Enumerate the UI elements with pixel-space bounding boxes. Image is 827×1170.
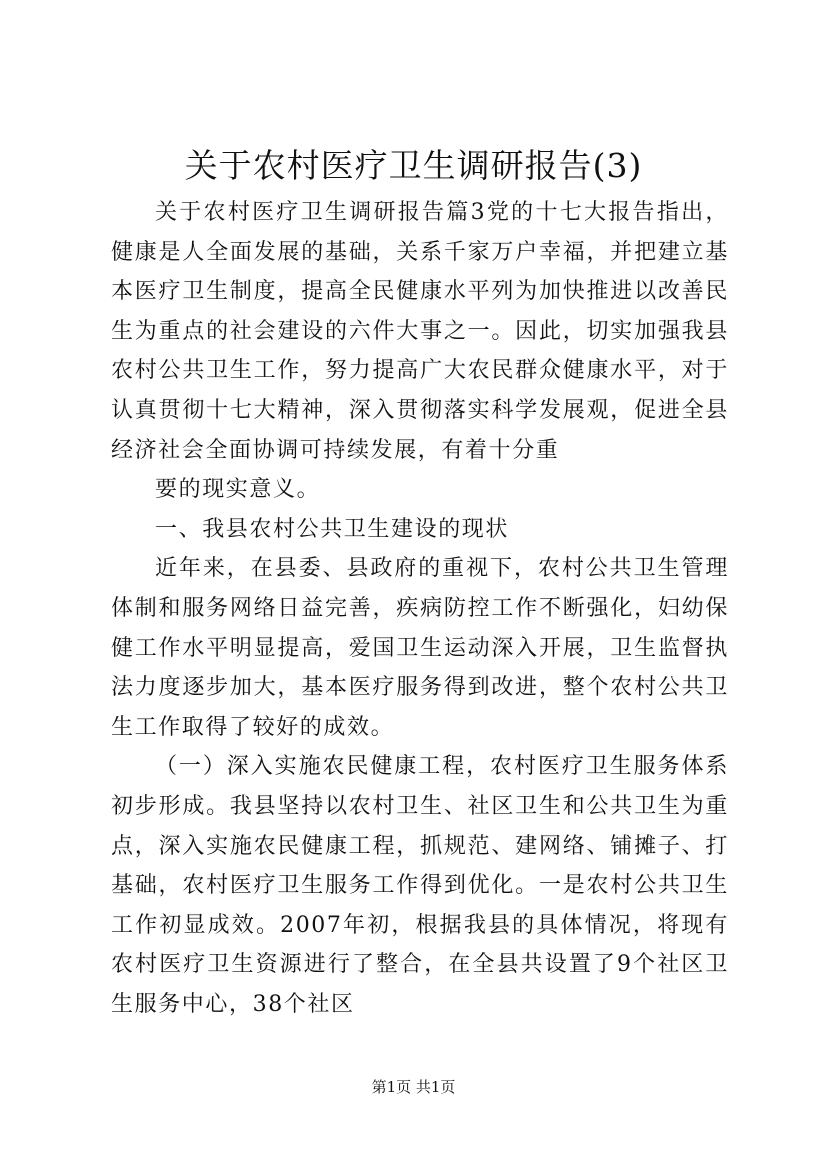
paragraph-health-project: （一）深入实施农民健康工程，农村医疗卫生服务体系初步形成。我县坚持以农村卫生、社区卫生和公共卫生为重点，深入实施农民健康工程，抓规范、建网络、铺摊子、打基础，农村医疗卫生服务工作得到优化。一是农村公共卫生工作初显成效。2007年初，根据我县的具体情况，将现有农村医疗卫生资源进行了整合，在全县共设置了9个社区卫生服务中心，38个社区 [111,754,729,1017]
section-heading: 一、我县农村公共卫生建设的现状 [155,516,510,542]
paragraph-status: 近年来，在县委、县政府的重视下，农村公共卫生管理体制和服务网络日益完善，疾病防控工作不断强化，妇幼保健工作水平明显提高，爱国卫生运动深入开展，卫生监督执法力度逐步加大，基本医疗服务得到改进，整个农村公共卫生工作取得了较好的成效。 [111,556,729,740]
document-title: 关于农村医疗卫生调研报告(3) [184,146,643,185]
paragraph-continuation: 要的现实意义。 [155,477,321,503]
document-body [111,193,729,1024]
paragraph-intro: 关于农村医疗卫生调研报告篇3党的十七大报告指出，健康是人全面发展的基础，关系千家万户幸福，并把建立基本医疗卫生制度，提高全民健康水平列为加快推进以改善民生为重点的社会建设的六件大事之一。因此，切实加强我县农村公共卫生工作，努力提高广大农民群众健康水平，对于认真贯彻十七大精神，深入贯彻落实科学发展观，促进全县经济社会全面协调可持续发展，有着十分重 [111,200,729,463]
page-footer: 第1页 共1页 [371,1078,456,1096]
